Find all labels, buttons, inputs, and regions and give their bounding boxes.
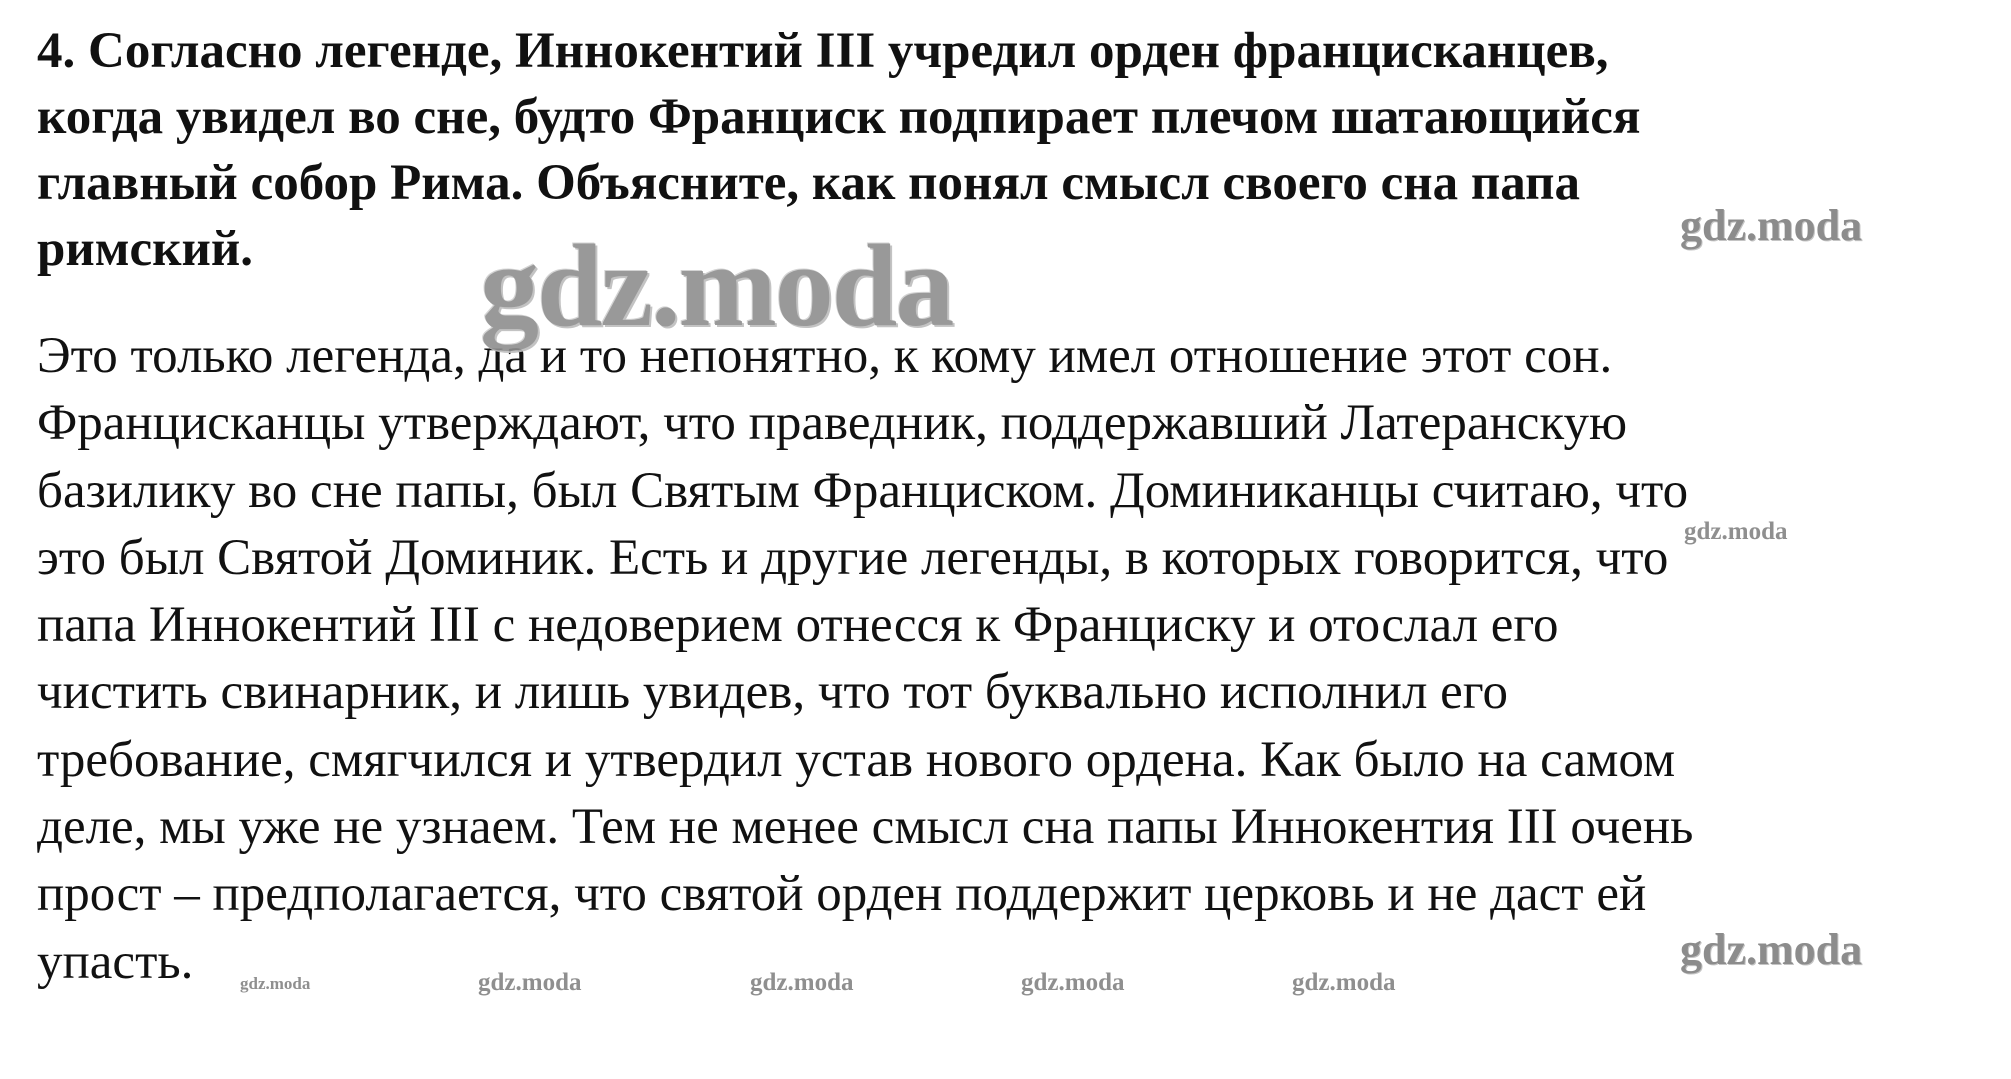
answer-text	[37, 323, 1997, 996]
watermark-bottom-row: gdz.moda	[750, 969, 854, 996]
question-line: когда увидел во сне, будто Франциск подпирает плечом шатающийся	[37, 89, 1641, 145]
answer-line: требование, смягчился и утвердил устав нового ордена. Как было на самом	[37, 731, 1676, 788]
question-line: римский.	[37, 221, 254, 277]
answer-line: это был Святой Доминик. Есть и другие легенды, в которых говорится, что	[37, 529, 1669, 586]
watermark-large: gdz.moda	[480, 220, 953, 351]
answer-line: упасть.	[37, 933, 194, 990]
watermark-bottom-row: gdz.moda	[1021, 969, 1125, 996]
question-line: главный собор Рима. Объясните, как понял смысл своего сна папа	[37, 155, 1581, 211]
watermark-bottom-right: gdz.moda	[1680, 925, 1863, 974]
answer-line: чистить свинарник, и лишь увидев, что тот буквально исполнил его	[37, 664, 1508, 721]
watermark-bottom-row: gdz.moda	[240, 974, 311, 993]
answer-line: Францисканцы утверждают, что праведник, поддержавший Латеранскую	[37, 395, 1628, 452]
answer-line: папа Иннокентий III с недоверием отнесся к Франциску и отослал его	[37, 597, 1559, 654]
answer-line: Это только легенда, да и то непонятно, к кому имел отношение этот сон.	[37, 328, 1613, 384]
question-line: 4. Согласно легенде, Иннокентий III учредил орден францисканцев,	[37, 23, 1609, 79]
watermark-mid-right: gdz.moda	[1684, 518, 1788, 545]
watermark-bottom-row: gdz.moda	[478, 969, 582, 996]
watermark-bottom-row: gdz.moda	[1292, 969, 1396, 996]
watermark-top-right: gdz.moda	[1680, 201, 1863, 250]
answer-line: прост – предполагается, что святой орден поддержит церковь и не даст ей	[37, 866, 1647, 923]
answer-line: деле, мы уже не узнаем. Тем не менее смысл сна папы Иннокентия III очень	[37, 799, 1694, 856]
answer-line: базилику во сне папы, был Святым Франциском. Доминиканцы считаю, что	[37, 462, 1689, 519]
